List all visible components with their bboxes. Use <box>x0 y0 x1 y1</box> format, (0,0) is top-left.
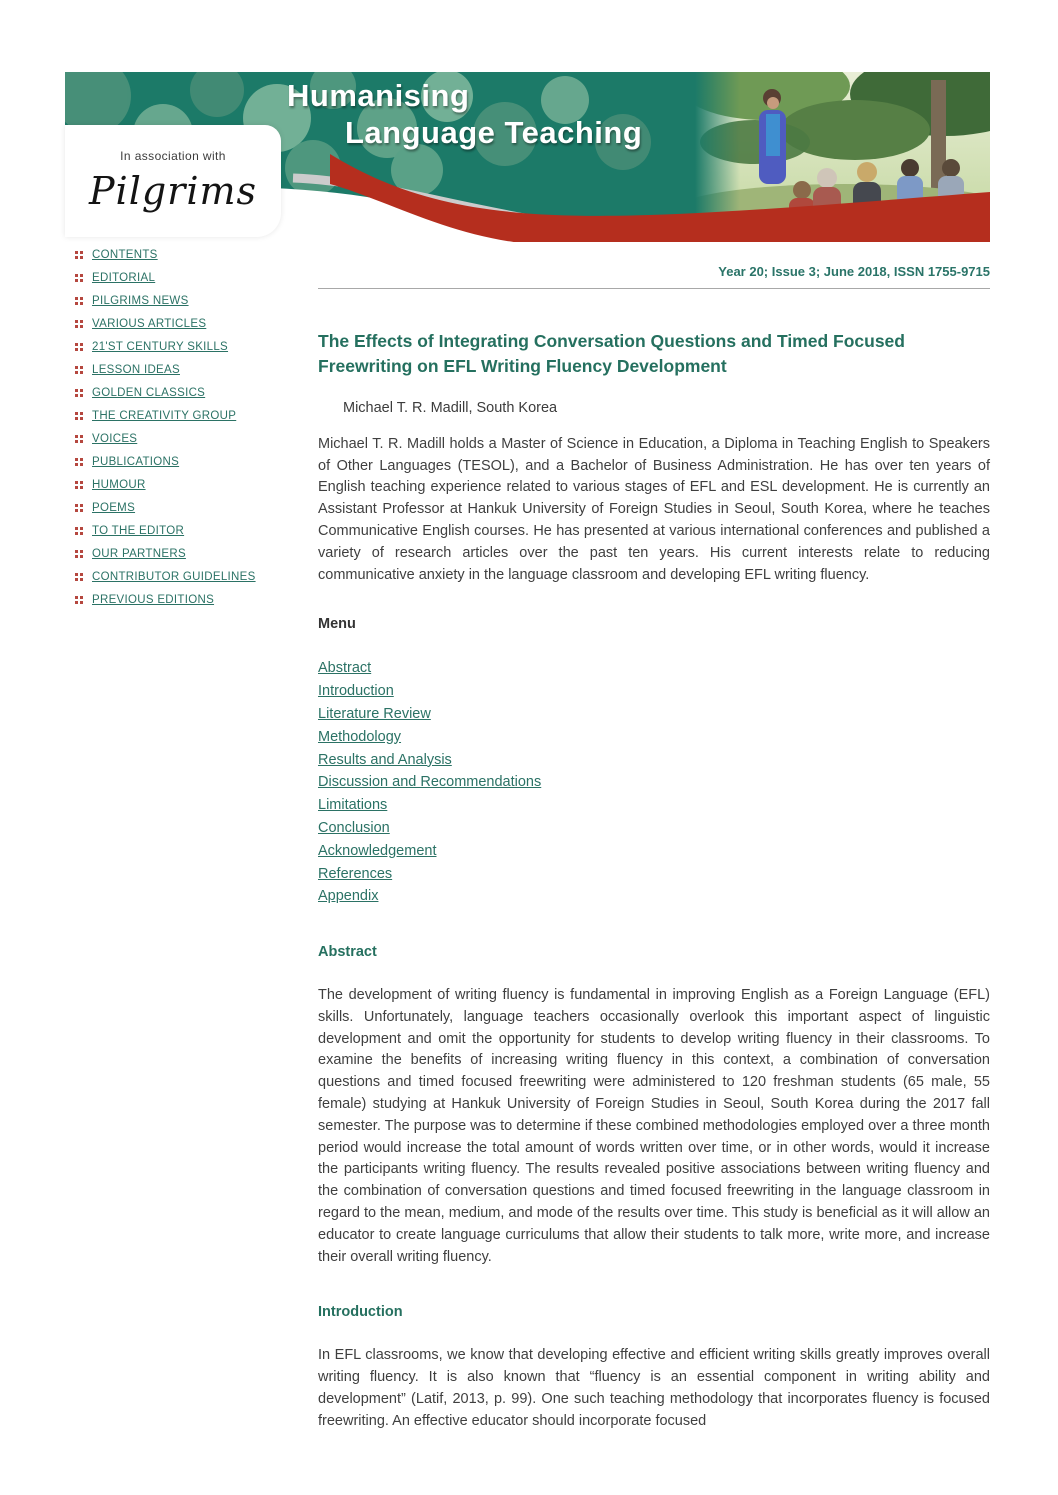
sidebar-item-humour[interactable] <box>75 478 318 492</box>
association-label: In association with <box>120 149 226 163</box>
sidebar-link[interactable]: PREVIOUS EDITIONS <box>92 594 215 606</box>
sidebar-link[interactable]: TO THE EDITOR <box>92 525 185 537</box>
list-bullet-icon <box>75 550 83 558</box>
sidebar-item-voices[interactable] <box>75 432 318 446</box>
article-main <box>318 242 990 1433</box>
list-bullet-icon <box>75 504 83 512</box>
sidebar-item-the-creativity-group[interactable] <box>75 409 318 423</box>
site-title-line1: Humanising <box>287 78 470 113</box>
sidebar-link[interactable]: THE CREATIVITY GROUP <box>92 410 237 422</box>
sidebar-link[interactable]: 21'ST CENTURY SKILLS <box>92 341 229 353</box>
list-bullet-icon <box>75 297 83 305</box>
menu-link-abstract[interactable]: Abstract <box>318 660 372 677</box>
header-banner <box>65 72 990 242</box>
menu-item <box>318 680 990 703</box>
menu-item <box>318 840 990 863</box>
pilgrims-logo[interactable]: Pilgrims <box>88 169 258 213</box>
sidebar-item-21st-century-skills[interactable] <box>75 340 318 354</box>
sidebar-link[interactable]: POEMS <box>92 502 136 514</box>
section-body-abstract: The development of writing fluency is fundamental in improving English as a Foreign Language (EFL) skills. Unfortunately, language teachers occasionally overlook this important aspect of linguistic development and omit the opportunity for students to develop writing fluency in their classrooms. To examine the benefits of increasing writing fluency in this context, a combination of conversation questions and timed focused freewriting were administered to 120 freshman students (65 male, 55 female) studying at Hankuk University of Foreign Studies in Seoul, South Korea during the 2017 fall semester. The purpose was to determine if these combined methodologies employed over a three month period would increase the total amount of words written over time, or in other words, would it increase the participants writing fluency. The results revealed positive associations between writing fluency and the combination of conversation questions and timed focused freewriting in the language classroom in regard to the mean, medium, and mode of the results over time. This study is beneficial as it will allow an educator to create language curriculums that allow their students to talk more, write more, and increase their overall writing fluency. <box>318 987 990 1265</box>
sidebar-item-poems[interactable] <box>75 501 318 515</box>
list-bullet-icon <box>75 573 83 581</box>
sidebar-link[interactable]: HUMOUR <box>92 479 146 491</box>
menu-link-methodology[interactable]: Methodology <box>318 728 402 745</box>
sidebar-link[interactable]: OUR PARTNERS <box>92 548 186 560</box>
sidebar-item-golden-classics[interactable] <box>75 386 318 400</box>
article-menu <box>318 657 990 908</box>
sidebar-link[interactable]: GOLDEN CLASSICS <box>92 387 206 399</box>
sidebar-item-lesson-ideas[interactable] <box>75 363 318 377</box>
sidebar-link[interactable]: EDITORIAL <box>92 272 156 284</box>
list-bullet-icon <box>75 527 83 535</box>
author-bio: Michael T. R. Madill holds a Master of Science in Education, a Diploma in Teaching English to Speakers of Other Languages (TESOL), and a Bachelor of Business Administration. He has over ten years of English teaching experience related to various stages of EFL and ESL development. He is currently an Assistant Professor at Hankuk University of Foreign Studies in Seoul, South Korea, where he teaches Communicative English courses. He has presented at various international conferences and published a variety of research articles over the past ten years. His current interests relate to reducing communicative anxiety in the language classroom and developing EFL writing fluency. <box>318 435 990 583</box>
list-bullet-icon <box>75 596 83 604</box>
menu-item <box>318 771 990 794</box>
sidebar-item-pilgrims-news[interactable] <box>75 294 318 308</box>
sidebar-item-contributor-guidelines[interactable] <box>75 570 318 584</box>
sidebar-link[interactable]: PUBLICATIONS <box>92 456 180 468</box>
header-divider <box>318 288 990 289</box>
article-author: Michael T. R. Madill, South Korea <box>343 399 558 416</box>
list-bullet-icon <box>75 320 83 328</box>
sidebar-item-previous-editions[interactable] <box>75 593 318 607</box>
sidebar-item-contents[interactable] <box>75 248 318 262</box>
sidebar-link[interactable]: CONTENTS <box>92 249 158 261</box>
menu-item <box>318 657 990 680</box>
menu-item <box>318 726 990 749</box>
issue-line: Year 20; Issue 3; June 2018, ISSN 1755-9715 <box>718 264 990 279</box>
list-bullet-icon <box>75 412 83 420</box>
menu-link-literature-review[interactable]: Literature Review <box>318 705 431 722</box>
menu-link-appendix[interactable]: Appendix <box>318 888 379 905</box>
sidebar-item-our-partners[interactable] <box>75 547 318 561</box>
sidebar-item-editorial[interactable] <box>75 271 318 285</box>
site-title <box>287 80 642 148</box>
section-heading-introduction: Introduction <box>318 1304 403 1321</box>
menu-item <box>318 863 990 886</box>
list-bullet-icon <box>75 435 83 443</box>
menu-link-introduction[interactable]: Introduction <box>318 683 394 700</box>
menu-link-conclusion[interactable]: Conclusion <box>318 819 390 836</box>
sidebar-item-to-the-editor[interactable] <box>75 524 318 538</box>
sidebar-link[interactable]: PILGRIMS NEWS <box>92 295 189 307</box>
sidebar-item-various-articles[interactable] <box>75 317 318 331</box>
site-title-line2: Language Teaching <box>345 115 643 150</box>
pilgrims-association-box <box>65 125 281 237</box>
menu-link-acknowledgement[interactable]: Acknowledgement <box>318 842 437 859</box>
article-title: The Effects of Integrating Conversation Questions and Timed Focused Freewriting on EFL Writing Fluency Development <box>318 331 905 377</box>
menu-heading: Menu <box>318 616 356 633</box>
sidebar-link[interactable]: VOICES <box>92 433 138 445</box>
menu-link-references[interactable]: References <box>318 865 393 882</box>
section-body-introduction: In EFL classrooms, we know that developing effective and efficient writing skills greatly improves overall writing fluency. It is also known that “fluency is an essential component in writing ability and development” (Latif, 2013, p. 99). One such teaching methodology that incorporates fluency is focused freewriting. An effective educator should incorporate focused <box>318 1347 990 1429</box>
sidebar-link[interactable]: CONTRIBUTOR GUIDELINES <box>92 571 256 583</box>
list-bullet-icon <box>75 389 83 397</box>
menu-item <box>318 703 990 726</box>
menu-link-results-and-analysis[interactable]: Results and Analysis <box>318 751 452 768</box>
list-bullet-icon <box>75 366 83 374</box>
content-area <box>65 242 990 1433</box>
sidebar-nav <box>65 242 318 1433</box>
sidebar-link[interactable]: VARIOUS ARTICLES <box>92 318 207 330</box>
menu-link-discussion-and-recommendations[interactable]: Discussion and Recommendations <box>318 774 542 791</box>
sidebar-item-publications[interactable] <box>75 455 318 469</box>
list-bullet-icon <box>75 274 83 282</box>
section-heading-abstract: Abstract <box>318 944 377 961</box>
menu-link-limitations[interactable]: Limitations <box>318 797 388 814</box>
list-bullet-icon <box>75 481 83 489</box>
menu-item <box>318 885 990 908</box>
menu-item <box>318 794 990 817</box>
menu-item <box>318 817 990 840</box>
list-bullet-icon <box>75 343 83 351</box>
list-bullet-icon <box>75 458 83 466</box>
list-bullet-icon <box>75 251 83 259</box>
menu-item <box>318 749 990 772</box>
sidebar-link[interactable]: LESSON IDEAS <box>92 364 180 376</box>
